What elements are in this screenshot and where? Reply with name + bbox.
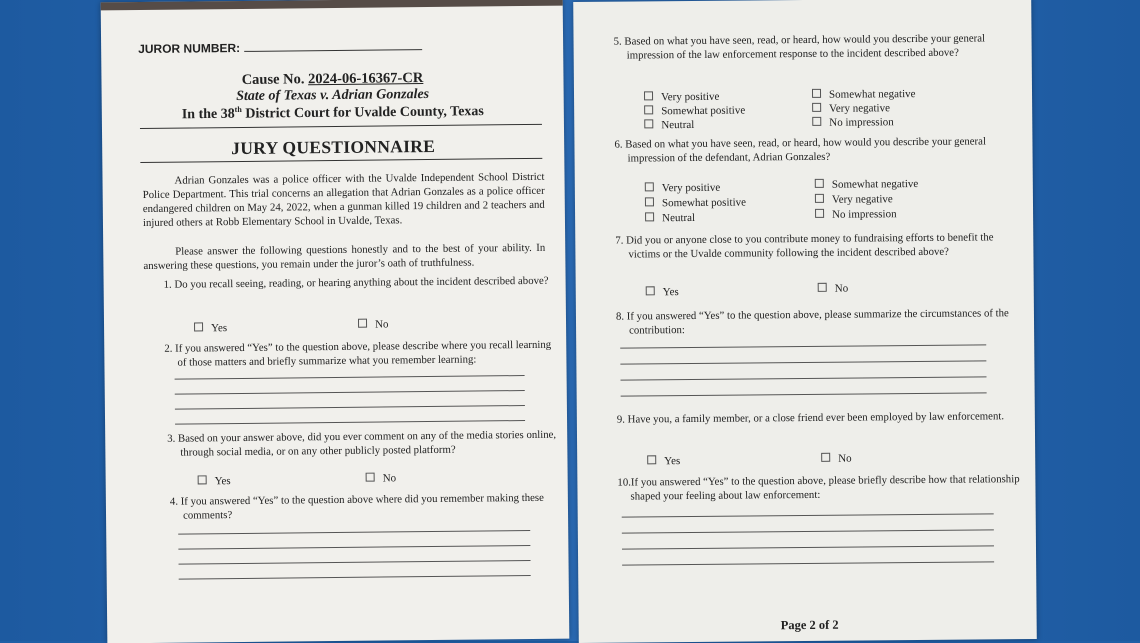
q6-very-negative[interactable]: Very negative [815,192,893,207]
page-top-edge [101,0,563,10]
checkbox-icon[interactable] [818,283,827,292]
q1-no-option[interactable]: No [358,317,389,332]
q6-no-impression[interactable]: No impression [815,207,897,222]
checkbox-icon[interactable] [198,475,207,484]
checkbox-icon[interactable] [645,212,654,221]
question-8: 8. If you answered “Yes” to the question above, please summarize the circumstances of the contribution: [615,307,1009,337]
question-7: 7. Did you or anyone close to you contribute money to fundraising efforts to benefit the victims or the Uvalde community following the incident described above? [615,231,994,261]
q8-answer-line[interactable] [620,344,986,348]
questionnaire-page-2 [573,0,1037,643]
checkbox-icon[interactable] [646,286,655,295]
q5-somewhat-negative[interactable]: Somewhat negative [812,87,916,102]
q5-neutral[interactable]: Neutral [644,118,694,133]
juror-number-label: JUROR NUMBER: [138,40,241,57]
q6-somewhat-positive[interactable]: Somewhat positive [645,196,746,211]
checkbox-icon[interactable] [815,194,824,203]
q1-yes-option[interactable]: Yes [194,321,227,336]
question-3: 3. Based on your answer above, did you ever comment on any of the media stories online, through social media, or on any other publicly posted platform? [167,428,557,459]
checkbox-icon[interactable] [645,197,654,206]
q5-no-impression[interactable]: No impression [812,115,894,130]
q7-no-option[interactable]: No [818,282,849,297]
checkbox-icon[interactable] [821,453,830,462]
case-style: State of Texas v. Adrian Gonzales [236,87,430,105]
cause-number: Cause No. 2024-06-16367-CR [241,70,424,88]
instructions: Please answer the following questions honestly and to the best of your ability. In answering these questions, you remain under the juror’s oath of truthfulness. [143,241,546,273]
checkbox-icon[interactable] [366,473,375,482]
checkbox-icon[interactable] [815,179,824,188]
checkbox-icon[interactable] [645,182,654,191]
q10-answer-line[interactable] [622,513,994,517]
q4-answer-line[interactable] [179,575,531,580]
question-10: 10.If you answered “Yes” to the question above, please briefly describe how that relationship shaped your feeling about law enforcement: [617,473,1020,503]
document-title: JURY QUESTIONNAIRE [231,135,436,159]
q6-very-positive[interactable]: Very positive [645,181,720,196]
checkbox-icon[interactable] [644,105,653,114]
page-number: Page 2 of 2 [780,617,839,633]
juror-number-field[interactable] [244,49,422,52]
checkbox-icon[interactable] [644,119,653,128]
court-name: In the 38th District Court for Uvalde County, Texas [181,104,484,123]
q3-no-option[interactable]: No [366,471,397,486]
q2-answer-line[interactable] [175,390,525,395]
question-9: 9. Have you, a family member, or a close friend ever been employed by law enforcement. [616,410,1005,426]
q8-answer-line[interactable] [621,376,987,380]
case-summary: Adrian Gonzales was a police officer with the Uvalde Independent School District Police Department. This trial concerns an allegation that Adrian Gonzales as a police officer endangered children on May 24, 2022, when a gunman killed 19 children and 2 teachers and injured others at Robb Elementary School in Uvalde, Texas. [142,170,545,230]
checkbox-icon[interactable] [812,117,821,126]
q5-very-positive[interactable]: Very positive [644,90,719,105]
q8-answer-line[interactable] [620,360,986,364]
q3-yes-option[interactable]: Yes [198,474,231,489]
q2-answer-line[interactable] [175,405,525,410]
q10-answer-line[interactable] [622,529,994,533]
q5-somewhat-positive[interactable]: Somewhat positive [644,104,745,119]
q10-answer-line[interactable] [622,545,994,549]
question-4: 4. If you answered “Yes” to the question above where did you remember making these comments? [169,491,544,522]
checkbox-icon[interactable] [815,209,824,218]
q6-neutral[interactable]: Neutral [645,211,695,226]
q4-answer-line[interactable] [179,560,531,565]
header-rule [140,124,542,129]
q9-yes-option[interactable]: Yes [647,454,680,469]
q9-no-option[interactable]: No [821,452,852,467]
question-1: 1. Do you recall seeing, reading, or hearing anything about the incident described above? [163,274,549,291]
checkbox-icon[interactable] [812,89,821,98]
checkbox-icon[interactable] [194,322,203,331]
q4-answer-line[interactable] [178,530,530,535]
question-2: 2. If you answered “Yes” to the question above, please describe where you recall learning of those matters and briefly summarize what you remember learning: [164,338,552,369]
checkbox-icon[interactable] [644,91,653,100]
q2-answer-line[interactable] [175,420,525,425]
checkbox-icon[interactable] [358,319,367,328]
q2-answer-line[interactable] [175,375,525,380]
q5-very-negative[interactable]: Very negative [812,101,890,116]
questionnaire-page-1 [101,0,570,643]
q7-yes-option[interactable]: Yes [646,285,679,300]
q4-answer-line[interactable] [178,545,530,550]
q10-answer-line[interactable] [622,561,994,565]
checkbox-icon[interactable] [647,455,656,464]
q8-answer-line[interactable] [621,392,987,396]
question-5: 5. Based on what you have seen, read, or heard, how would you describe your general impression of the law enforcement response to the incident described above? [613,32,986,62]
question-6: 6. Based on what you have seen, read, or heard, how would you describe your general impression of the defendant, Adrian Gonzales? [614,135,986,165]
q6-somewhat-negative[interactable]: Somewhat negative [815,177,919,192]
checkbox-icon[interactable] [812,103,821,112]
